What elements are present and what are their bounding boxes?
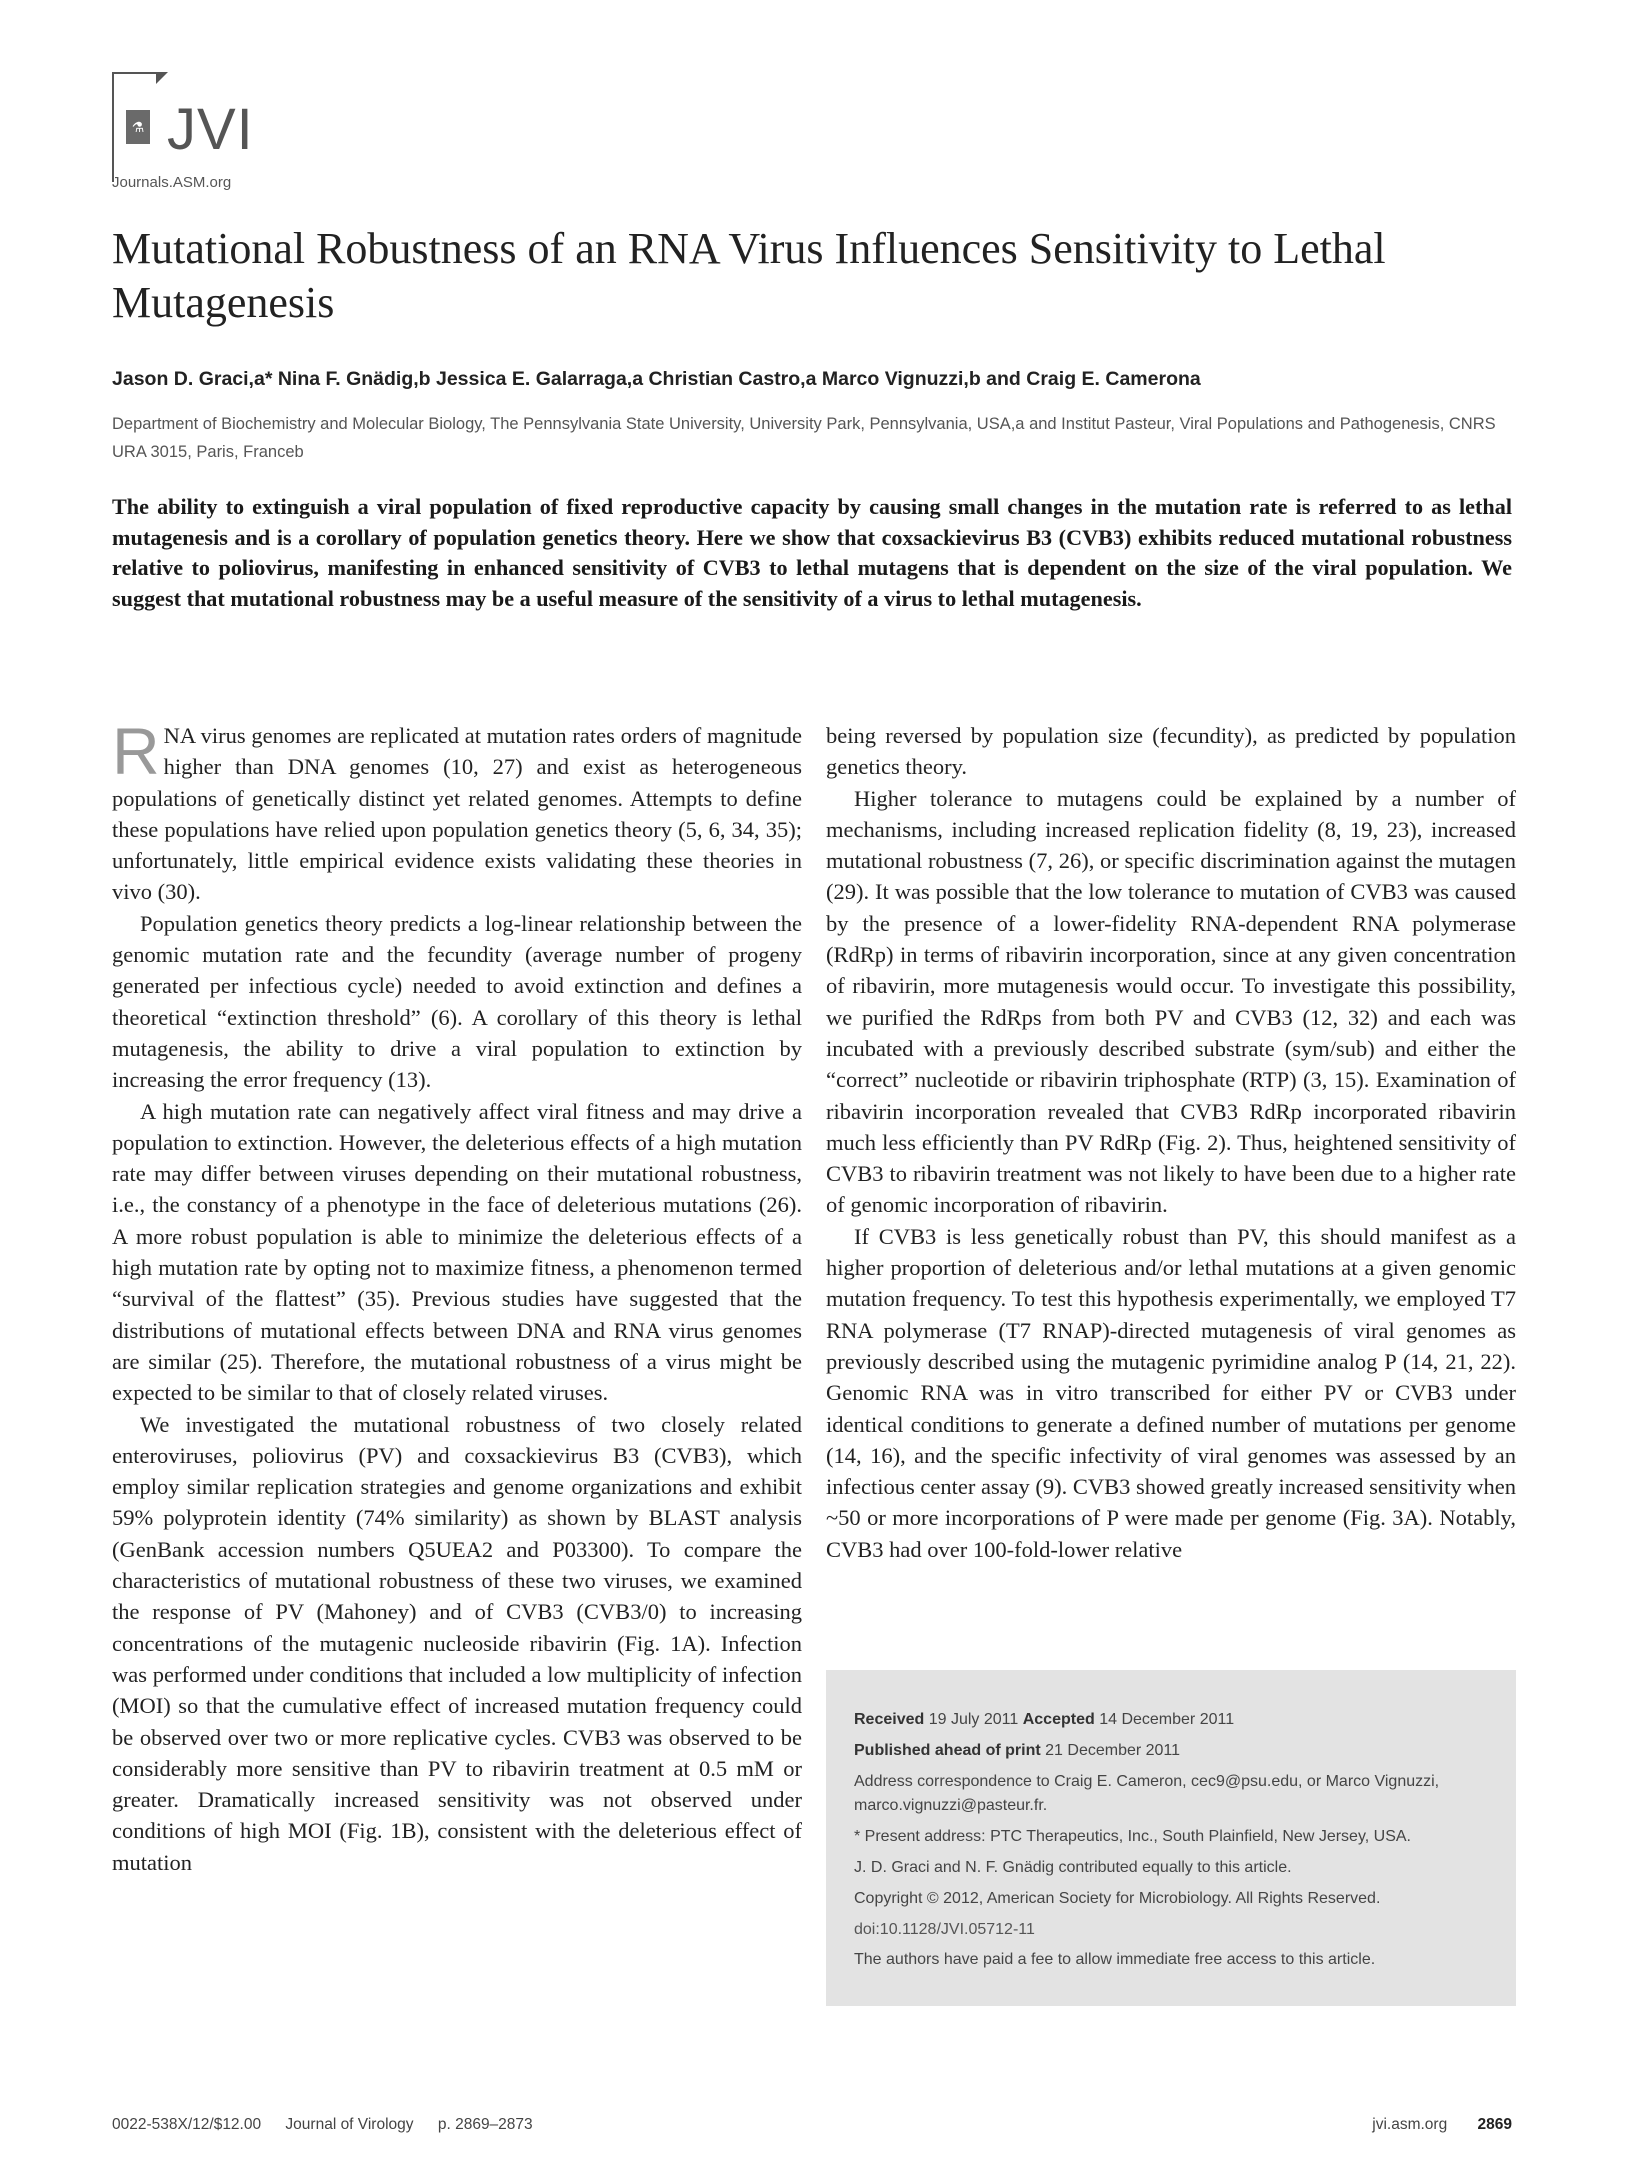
body-paragraph — [112, 714, 802, 908]
footer-right — [1372, 2116, 1512, 2134]
journal-name: Journal of Virology — [285, 2116, 414, 2133]
body-paragraph: We investigated the mutational robustness of two closely related enteroviruses, poliovirus (PV) and coxsackievirus B3 (CVB3), which employ similar replication strategies and genome organizations and exhibit 59% polyprotein identity (74% similarity) as shown by BLAST analysis (GenBank accession numbers Q5UEA2 and P03300). To compare the characteristics of mutational robustness of these two viruses, we examined the response of PV (Mahoney) and of CVB3 (CVB3/0) to increasing concentrations of the mutagenic nucleoside ribavirin (Fig. 1A). Infection was performed under conditions that included a low multiplicity of infection (MOI) so that the cumulative effect of increased mutation frequency could be observed over two or more replicative cycles. CVB3 was observed to be considerably more sensitive than PV to ribavirin treatment at 0.5 mM or greater. Dramatically increased sensitivity was not observed under conditions of high MOI (Fig. 1B), consistent with the deleterious effect of mutation — [112, 1411, 802, 1875]
paragraph-text: NA virus genomes are replicated at mutation rates orders of magnitude higher than DNA genomes (10, 27) and exist as heterogeneous populations of genetically distinct yet related genomes. Attempts to define these populations have relied upon population genetics theory (5, 6, 34, 35); unfortunately, little empirical evidence exists validating these theories in vivo (30). — [112, 723, 802, 905]
footer-left — [112, 2116, 1512, 2134]
author-list: Jason D. Graci,a* Nina F. Gnädig,b Jessica E. Galarraga,a Christian Castro,a Marco Vignuzzi,b and Craig E. Camerona — [112, 368, 1201, 390]
affiliations: Department of Biochemistry and Molecular Biology, The Pennsylvania State University, University Park, Pennsylvania, USA,a and Institut Pasteur, Viral Populations and Pathogenesis, CNRS URA 3015, Paris, Franceb — [112, 415, 1496, 461]
article-info-box — [826, 1670, 1516, 2006]
received-date: 19 July 2011 — [928, 1711, 1019, 1728]
copyright: Copyright © 2012, American Society for Microbiology. All Rights Reserved. — [854, 1889, 1381, 1907]
issn: 0022-538X/12/$12.00 — [112, 2116, 262, 2133]
journal-flask-icon: ⚗ — [126, 110, 150, 144]
received-label: Received — [854, 1711, 925, 1728]
accepted-label: Accepted — [1022, 1711, 1095, 1728]
page-range: p. 2869–2873 — [437, 2116, 533, 2133]
abstract: The ability to extinguish a viral population of fixed reproductive capacity by causing small changes in the mutation rate is referred to as lethal mutagenesis and is a corollary of population genetics theory. Here we show that coxsackievirus B3 (CVB3) exhibits reduced mutational robustness relative to poliovirus, manifesting in enhanced sensitivity of CVB3 to lethal mutagens that is dependent on the size of the viral population. We suggest that mutational robustness may be a useful measure of the sensitivity of a virus to lethal mutagenesis. — [112, 494, 1512, 611]
page-footer — [112, 2116, 1512, 2140]
present-address: * Present address: PTC Therapeutics, Inc., South Plainfield, New Jersey, USA. — [854, 1828, 1411, 1846]
published-label: Published ahead of print — [854, 1741, 1041, 1759]
body-paragraph: If CVB3 is less genetically robust than PV, this should manifest as a higher proportion of deleterious and/or lethal mutations at a given genomic mutation frequency. To test this hypothesis experimentally, we employed T7 RNA polymerase (T7 RNAP)-directed mutagenesis of viral genomes as previously described using the mutagenic pyrimidine analog P (14, 21, 22). Genomic RNA was in vitro transcribed for either PV or CVB3 under identical conditions to generate a defined number of mutations per genome (14, 16), and the specific infectivity of viral genomes was assessed by an infectious center assay (9). CVB3 showed greatly increased sensitivity when ~50 or more incorporations of P were made per genome (Fig. 3A). Notably, CVB3 had over 100-fold-lower relative — [826, 1223, 1516, 1562]
body-paragraph: being reversed by population size (fecundity), as predicted by population genetics theory. — [826, 723, 1516, 780]
fee-note: The authors have paid a fee to allow immediate free access to this article. — [854, 1951, 1376, 1969]
accepted-date: 14 December 2011 — [1099, 1711, 1235, 1728]
doi-link[interactable]: doi:10.1128/JVI.05712-11 — [854, 1920, 1035, 1938]
body-paragraph: Higher tolerance to mutagens could be explained by a number of mechanisms, including increased replication fidelity (8, 19, 23), increased mutational robustness (7, 26), or specific discrimination against the mutagen (29). It was possible that the low tolerance to mutation of CVB3 was caused by the presence of a lower-fidelity RNA-dependent RNA polymerase (RdRp) in terms of ribavirin incorporation, since at any given concentration of ribavirin, more mutagenesis would occur. To investigate this possibility, we purified the RdRps from both PV and CVB3 (12, 32) and each was incubated with a previously described substrate (sym/sub) and either the “correct” nucleotide or ribavirin triphosphate (RTP) (3, 15). Examination of ribavirin incorporation revealed that CVB3 RdRp incorporated ribavirin much less efficiently than PV RdRp (Fig. 2). Thus, heightened sensitivity of CVB3 to ribavirin treatment was not likely to have been due to a higher rate of genomic incorporation of ribavirin. — [826, 785, 1516, 1218]
equal-contribution: J. D. Graci and N. F. Gnädig contributed equally to this article. — [854, 1858, 1292, 1876]
journal-site: Journals.ASM.org — [112, 174, 232, 191]
page-number: 2869 — [1477, 2116, 1512, 2133]
body-paragraph: A high mutation rate can negatively affect viral fitness and may drive a population to extinction. However, the deleterious effects of a high mutation rate may differ between viruses depending on their mutational robustness, i.e., the constancy of a phenotype in the face of deleterious mutations (26). A more robust population is able to minimize the deleterious effects of a high mutation rate by opting not to maximize fitness, a phenomenon termed “survival of the flattest” (35). Previous studies have suggested that the distributions of mutational effects between DNA and RNA virus genomes are similar (25). Therefore, the mutational robustness of a virus might be expected to be similar to that of closely related viruses. — [112, 1098, 802, 1406]
article-title: Mutational Robustness of an RNA Virus Influences Sensitivity to Lethal Mutagenesis — [112, 224, 1386, 327]
correspondence: Address correspondence to Craig E. Cameron, cec9@psu.edu, or Marco Vignuzzi, marco.vignuzzi@pasteur.fr. — [854, 1772, 1440, 1815]
journal-abbrev: JVI — [167, 97, 254, 162]
footer-site-link[interactable]: jvi.asm.org — [1372, 2116, 1448, 2133]
body-paragraph: Population genetics theory predicts a log-linear relationship between the genomic mutation rate and the fecundity (average number of progeny generated per infectious cycle) needed to avoid extinction and defines a theoretical “extinction threshold” (6). A corollary of this theory is lethal mutagenesis, the ability to drive a viral population to extinction by increasing the error frequency (13). — [112, 910, 802, 1093]
published-line — [854, 1739, 1488, 1764]
drop-cap: R — [112, 714, 160, 788]
body-column-right — [826, 720, 1516, 1565]
published-date: 21 December 2011 — [1045, 1741, 1181, 1759]
received-accepted — [854, 1708, 1488, 1733]
journal-logo — [112, 72, 282, 190]
logo-fold — [156, 72, 168, 84]
body-column-left — [112, 714, 802, 1878]
